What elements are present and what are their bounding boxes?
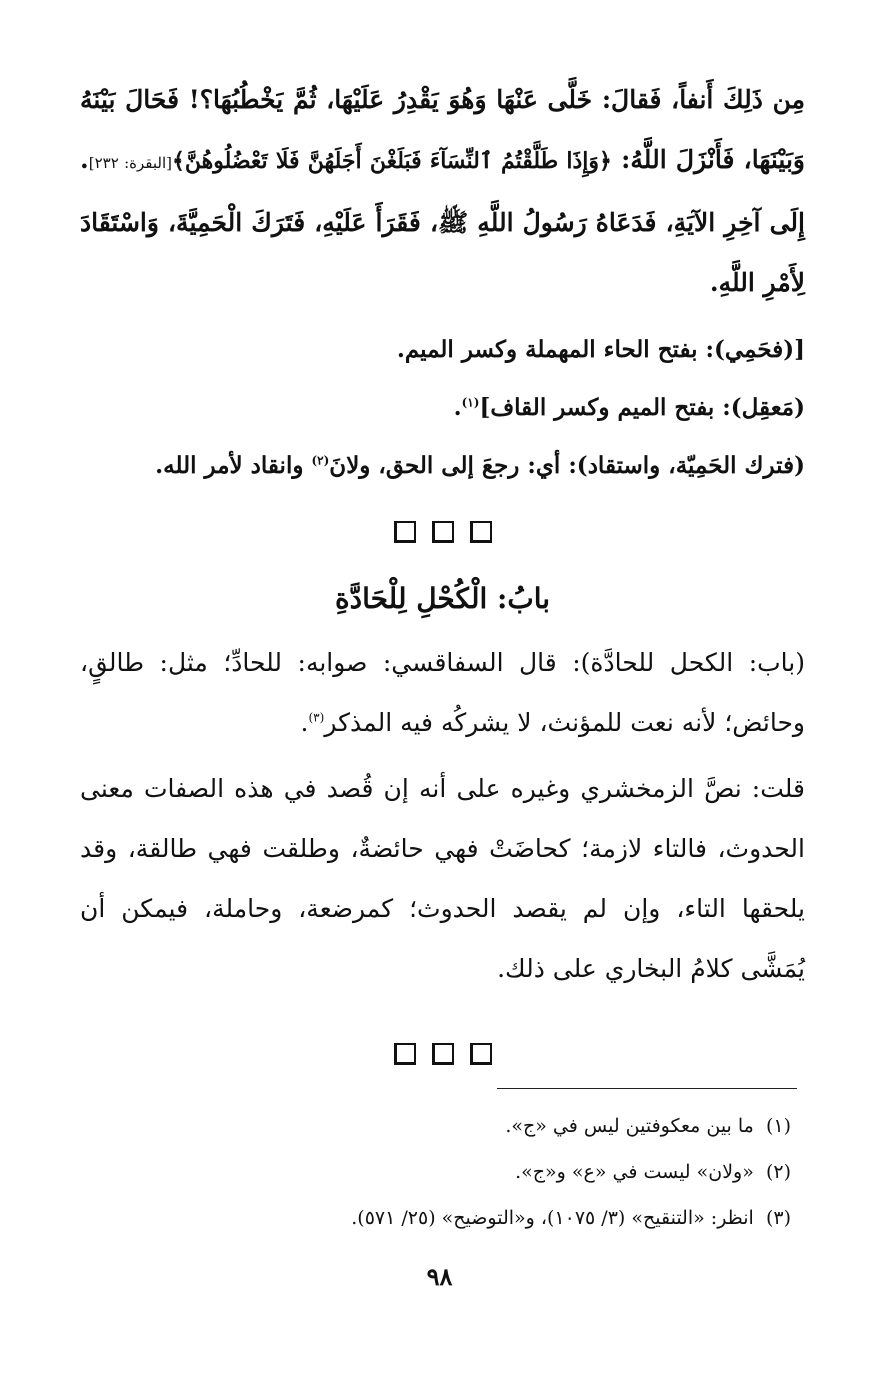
hadith-text-before: مِن ذَلِكَ أَنفاً، فَقالَ: خَلَّى عَنْهَا وَهُوَ يَقْدِرُ عَلَيْهَا، ثُمَّ يَخْطُبُهَا؟! فَحَالَ بَيْنَهُ وَبَيْنَهَا، فَأَنْزَلَ اللَّهُ: [80, 85, 805, 174]
chapter-commentary [80, 633, 805, 753]
footnotes [80, 1088, 797, 1241]
section-heading: بابُ: الْكُحْلِ لِلْحَادَّةِ [334, 582, 551, 615]
separator-box-icon [470, 1043, 492, 1065]
section-separator [80, 521, 805, 553]
quran-reference: [البقرة: ٢٣٢] [88, 154, 172, 172]
footnote-divider [497, 1088, 797, 1089]
hadith-paragraph [80, 70, 805, 313]
note2-text: (مَعقِل): بفتح الميم وكسر القاف] [479, 394, 805, 421]
footnote-number: (٢) [765, 1161, 791, 1183]
page-number: ٩٨ [426, 1262, 453, 1291]
footnote-number: (١) [765, 1115, 791, 1137]
footnote-text: ما بين معكوفتين ليس في «ج». [505, 1115, 754, 1137]
commentary-note-1: [(فحَمِي): بفتح الحاء المهملة وكسر الميم. [396, 336, 805, 363]
separator-box-icon [394, 521, 416, 543]
end-separator [80, 1043, 805, 1075]
author-comment: قلت: نصَّ الزمخشري وغيره على أنه إن قُصد في هذه الصفات معنى الحدوث، فالتاء لازمة؛ كحاضَتْ فهي حائضةٌ، وطلقت فهي طالقة، وقد يلحقها التاء، وإن لم يقصد الحدوث؛ كمرضعة، وحاملة، فيمكن أن يُمَشَّى كلامُ البخاري على ذلك. [80, 774, 805, 983]
page-body [80, 70, 805, 1075]
hadith-text-after: . إِلَى آخِرِ الآيَةِ، فَدَعَاهُ رَسُولُ اللَّهِ ﷺ، فَقَرَأَ عَلَيْهِ، فَتَرَكَ الْحَمِيَّةَ، وَاسْتَقَادَ لِأَمْرِ اللَّهِ. [80, 145, 805, 297]
quran-verse: ﴿وَإِذَا طَلَّقْتُمُ ٱلنِّسَآءَ فَبَلَغْنَ أَجَلَهُنَّ فَلَا تَعْضُلُوهُنَّ﴾ [171, 148, 612, 174]
chapter-commentary-end: . [300, 708, 309, 737]
footnote-marker-1: (١) [461, 395, 480, 410]
separator-box-icon [470, 521, 492, 543]
separator-box-icon [432, 521, 454, 543]
footnote-3 [80, 1195, 797, 1241]
footnote-text: انظر: «التنقيح» (٣/ ١٠٧٥)، و«التوضيح» (٢٥/ ٥٧١). [351, 1207, 754, 1229]
commentary-notes [80, 321, 805, 495]
separator-box-icon [394, 1043, 416, 1065]
footnote-2 [80, 1149, 797, 1195]
footnote-marker-2: (٢) [311, 453, 330, 468]
commentary-note-3 [80, 437, 805, 495]
chapter-commentary-text: (باب: الكحل للحادَّة): قال السفاقسي: صوابه: للحادِّ؛ مثل: طالقٍ، وحائض؛ لأنه نعت للمؤنث، لا يشركُه فيه المذكر [80, 648, 805, 737]
footnote-number: (٣) [765, 1207, 791, 1229]
footnote-1 [80, 1103, 797, 1149]
footnote-text: «ولان» ليست في «ع» و«ج». [515, 1161, 754, 1183]
commentary-note-2 [80, 379, 805, 437]
note3-text-b: وانقاد لأمر الله. [155, 452, 312, 479]
separator-box-icon [432, 1043, 454, 1065]
note3-text-a: (فترك الحَمِيّة، واستقاد): أي: رجعَ إلى الحق، ولانَ [329, 452, 805, 479]
footnote-marker-3: (٣) [308, 710, 325, 725]
note2-end: . [453, 394, 462, 421]
